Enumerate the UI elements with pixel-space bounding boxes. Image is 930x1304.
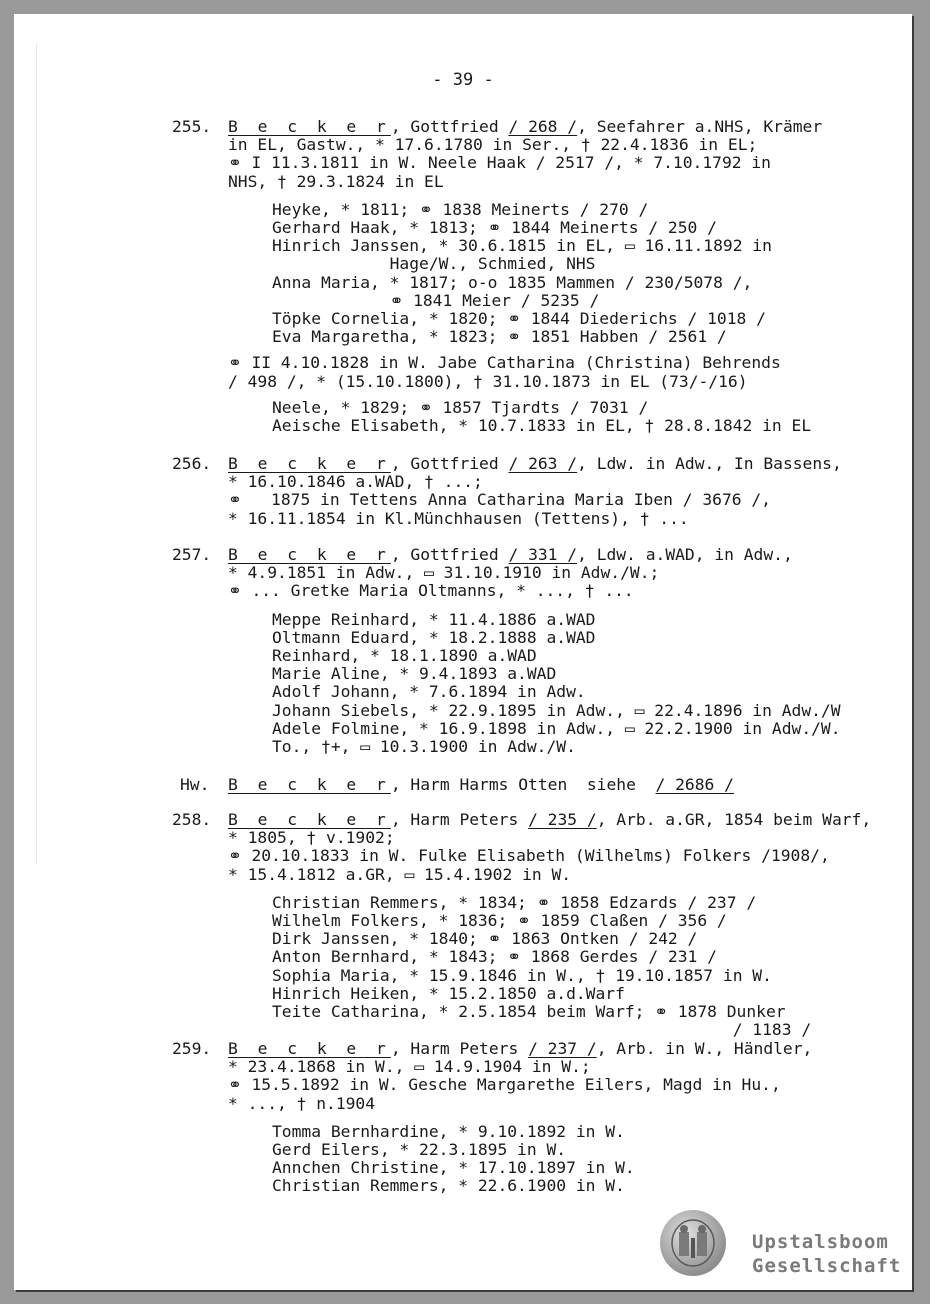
entry-line: * 23.4.1868 in W., ▭ 14.9.1904 in W.; <box>228 1057 591 1077</box>
entry-number: Hw. <box>180 775 210 794</box>
entry-number: 258. <box>172 810 212 829</box>
entry-line: * ..., † n.1904 <box>228 1093 376 1113</box>
entry-line: * 16.10.1846 a.WAD, † ...; <box>228 472 483 492</box>
child-line: Anna Maria, * 1817; o-o 1835 Mammen / 230/5078 /, <box>272 272 753 292</box>
child-line: Hinrich Heiken, * 15.2.1850 a.d.Warf <box>272 983 625 1003</box>
entry-number: 257. <box>172 545 212 564</box>
entry-line: ⚭ I 11.3.1811 in W. Neele Haak / 2517 /, * 7.10.1792 in <box>228 153 771 173</box>
entry-details: , Ldw. a.WAD, in Adw., <box>577 545 793 564</box>
reference-number: / 237 / <box>528 1039 597 1058</box>
entry-details: , Arb. in W., Händler, <box>596 1039 813 1058</box>
surname: B e c k e r <box>228 810 391 829</box>
entry-line: ⚭ 20.10.1833 in W. Fulke Elisabeth (Wilhelms) Folkers /1908/, <box>228 846 830 866</box>
child-line: Hage/W., Schmied, NHS <box>272 254 596 274</box>
child-line: Sophia Maria, * 15.9.1846 in W., † 19.10.1857 in W. <box>272 965 772 985</box>
child-line: Tomma Bernhardine, * 9.10.1892 in W. <box>272 1121 625 1141</box>
scan-edge-line <box>36 44 37 864</box>
reference-number: / 263 / <box>508 454 578 473</box>
reference-number: / 235 / <box>528 810 597 829</box>
entry-line: * 16.11.1854 in Kl.Münchhausen (Tettens), † ... <box>228 508 689 528</box>
second-marriage-line: ⚭ II 4.10.1828 in W. Jabe Catharina (Christina) Behrends <box>228 353 781 373</box>
child-line: Gerd Eilers, * 22.3.1895 in W. <box>272 1140 567 1159</box>
logo-line-2: Gesellschaft <box>752 1255 902 1277</box>
entry-line: NHS, † 29.3.1824 in EL <box>228 171 444 191</box>
surname: B e c k e r <box>228 454 391 473</box>
entry-line: in EL, Gastw., * 17.6.1780 in Ser., † 22.4.1836 in EL; <box>228 135 758 155</box>
child-line: Töpke Cornelia, * 1820; ⚭ 1844 Diederichs / 1018 / <box>272 309 766 328</box>
child-line: Hinrich Janssen, * 30.6.1815 in EL, ▭ 16.11.1892 in <box>272 236 772 256</box>
given-name: , Gottfried <box>390 117 509 136</box>
surname: B e c k e r <box>228 545 391 564</box>
seal-icon <box>660 1210 726 1276</box>
child-line: Marie Aline, * 9.4.1893 a.WAD <box>272 664 557 684</box>
child-line: Christian Remmers, * 1834; ⚭ 1858 Edzards / 237 / <box>272 892 757 912</box>
entry-line: * 1805, † v.1902; <box>228 828 395 848</box>
child-line: Gerhard Haak, * 1813; ⚭ 1844 Meinerts / 250 / <box>272 218 717 237</box>
child-line: Adele Folmine, * 16.9.1898 in Adw., ▭ 22.2.1900 in Adw./W. <box>272 718 841 738</box>
given-name: , Gottfried <box>390 454 509 473</box>
entry-number: 255. <box>172 117 212 136</box>
reference-number: / 331 / <box>508 545 578 564</box>
child-line: Meppe Reinhard, * 11.4.1886 a.WAD <box>272 609 596 629</box>
entry-heading <box>228 118 822 136</box>
entry-heading <box>228 1040 812 1058</box>
logo-text <box>752 1230 901 1278</box>
child-line: Christian Remmers, * 22.6.1900 in W. <box>272 1176 625 1196</box>
logo-line-1: Upstalsboom <box>752 1231 889 1253</box>
given-name: , Harm Peters <box>390 810 529 829</box>
entry-number: 259. <box>172 1039 212 1058</box>
document-page <box>14 14 912 1290</box>
child-line: Adolf Johann, * 7.6.1894 in Adw. <box>272 682 586 702</box>
child-line: Anton Bernhard, * 1843; ⚭ 1868 Gerdes / 231 / <box>272 947 717 967</box>
entry-heading <box>228 455 842 473</box>
entry-heading <box>228 546 793 564</box>
child-line: Neele, * 1829; ⚭ 1857 Tjardts / 7031 / <box>272 397 649 417</box>
child-line: Heyke, * 1811; ⚭ 1838 Meinerts / 270 / <box>272 199 649 219</box>
entry-line: ⚭ 1875 in Tettens Anna Catharina Maria Iben / 3676 /, <box>228 490 771 510</box>
entry-line: * 15.4.1812 a.GR, ▭ 15.4.1902 in W. <box>228 864 572 884</box>
page-number: - 39 - <box>432 70 494 90</box>
given-name: , Gottfried <box>390 545 509 564</box>
child-line: To., †+, ▭ 10.3.1900 in Adw./W. <box>272 737 576 756</box>
second-marriage-line: / 498 /, * (15.10.1800), † 31.10.1873 in EL (73/-/16) <box>228 371 748 391</box>
surname: B e c k e r <box>228 117 391 136</box>
reference-number: / 2686 / <box>655 775 734 794</box>
entry-details: , Ldw. in Adw., In Bassens, <box>577 454 842 473</box>
upstalsboom-logo <box>660 1210 912 1278</box>
child-line: Dirk Janssen, * 1840; ⚭ 1863 Ontken / 242 / <box>272 929 698 949</box>
surname: B e c k e r <box>228 1039 391 1058</box>
entry-number: 256. <box>172 454 212 473</box>
child-line: Reinhard, * 18.1.1890 a.WAD <box>272 646 537 665</box>
child-line: Annchen Christine, * 17.10.1897 in W. <box>272 1158 635 1178</box>
child-line: / 1183 / <box>272 1020 812 1040</box>
entry-details: , Seefahrer a.NHS, Krämer <box>577 117 823 136</box>
child-line: Aeische Elisabeth, * 10.7.1833 in EL, † 28.8.1842 in EL <box>272 416 812 435</box>
surname: B e c k e r <box>228 775 391 794</box>
child-line: Wilhelm Folkers, * 1836; ⚭ 1859 Claßen / 356 / <box>272 911 727 930</box>
entry-heading <box>228 811 871 829</box>
entry-heading <box>228 776 734 794</box>
child-line: ⚭ 1841 Meier / 5235 / <box>272 290 600 310</box>
entry-line: ⚭ 15.5.1892 in W. Gesche Margarethe Eilers, Magd in Hu., <box>228 1075 781 1095</box>
entry-details: , Arb. a.GR, 1854 beim Warf, <box>596 810 872 829</box>
reference-number: / 268 / <box>508 117 578 136</box>
child-line: Johann Siebels, * 22.9.1895 in Adw., ▭ 22.4.1896 in Adw./W <box>272 700 841 720</box>
entry-line: ⚭ ... Gretke Maria Oltmanns, * ..., † ... <box>228 581 634 601</box>
child-line: Eva Margaretha, * 1823; ⚭ 1851 Habben / 2561 / <box>272 327 727 347</box>
given-name: , Harm Peters <box>390 1039 529 1058</box>
child-line: Oltmann Eduard, * 18.2.1888 a.WAD <box>272 627 596 647</box>
child-line: Teite Catharina, * 2.5.1854 beim Warf; ⚭ 1878 Dunker <box>272 1002 786 1021</box>
entry-line: * 4.9.1851 in Adw., ▭ 31.10.1910 in Adw./W.; <box>228 563 660 583</box>
given-name: , Harm Harms Otten siehe <box>390 775 656 794</box>
